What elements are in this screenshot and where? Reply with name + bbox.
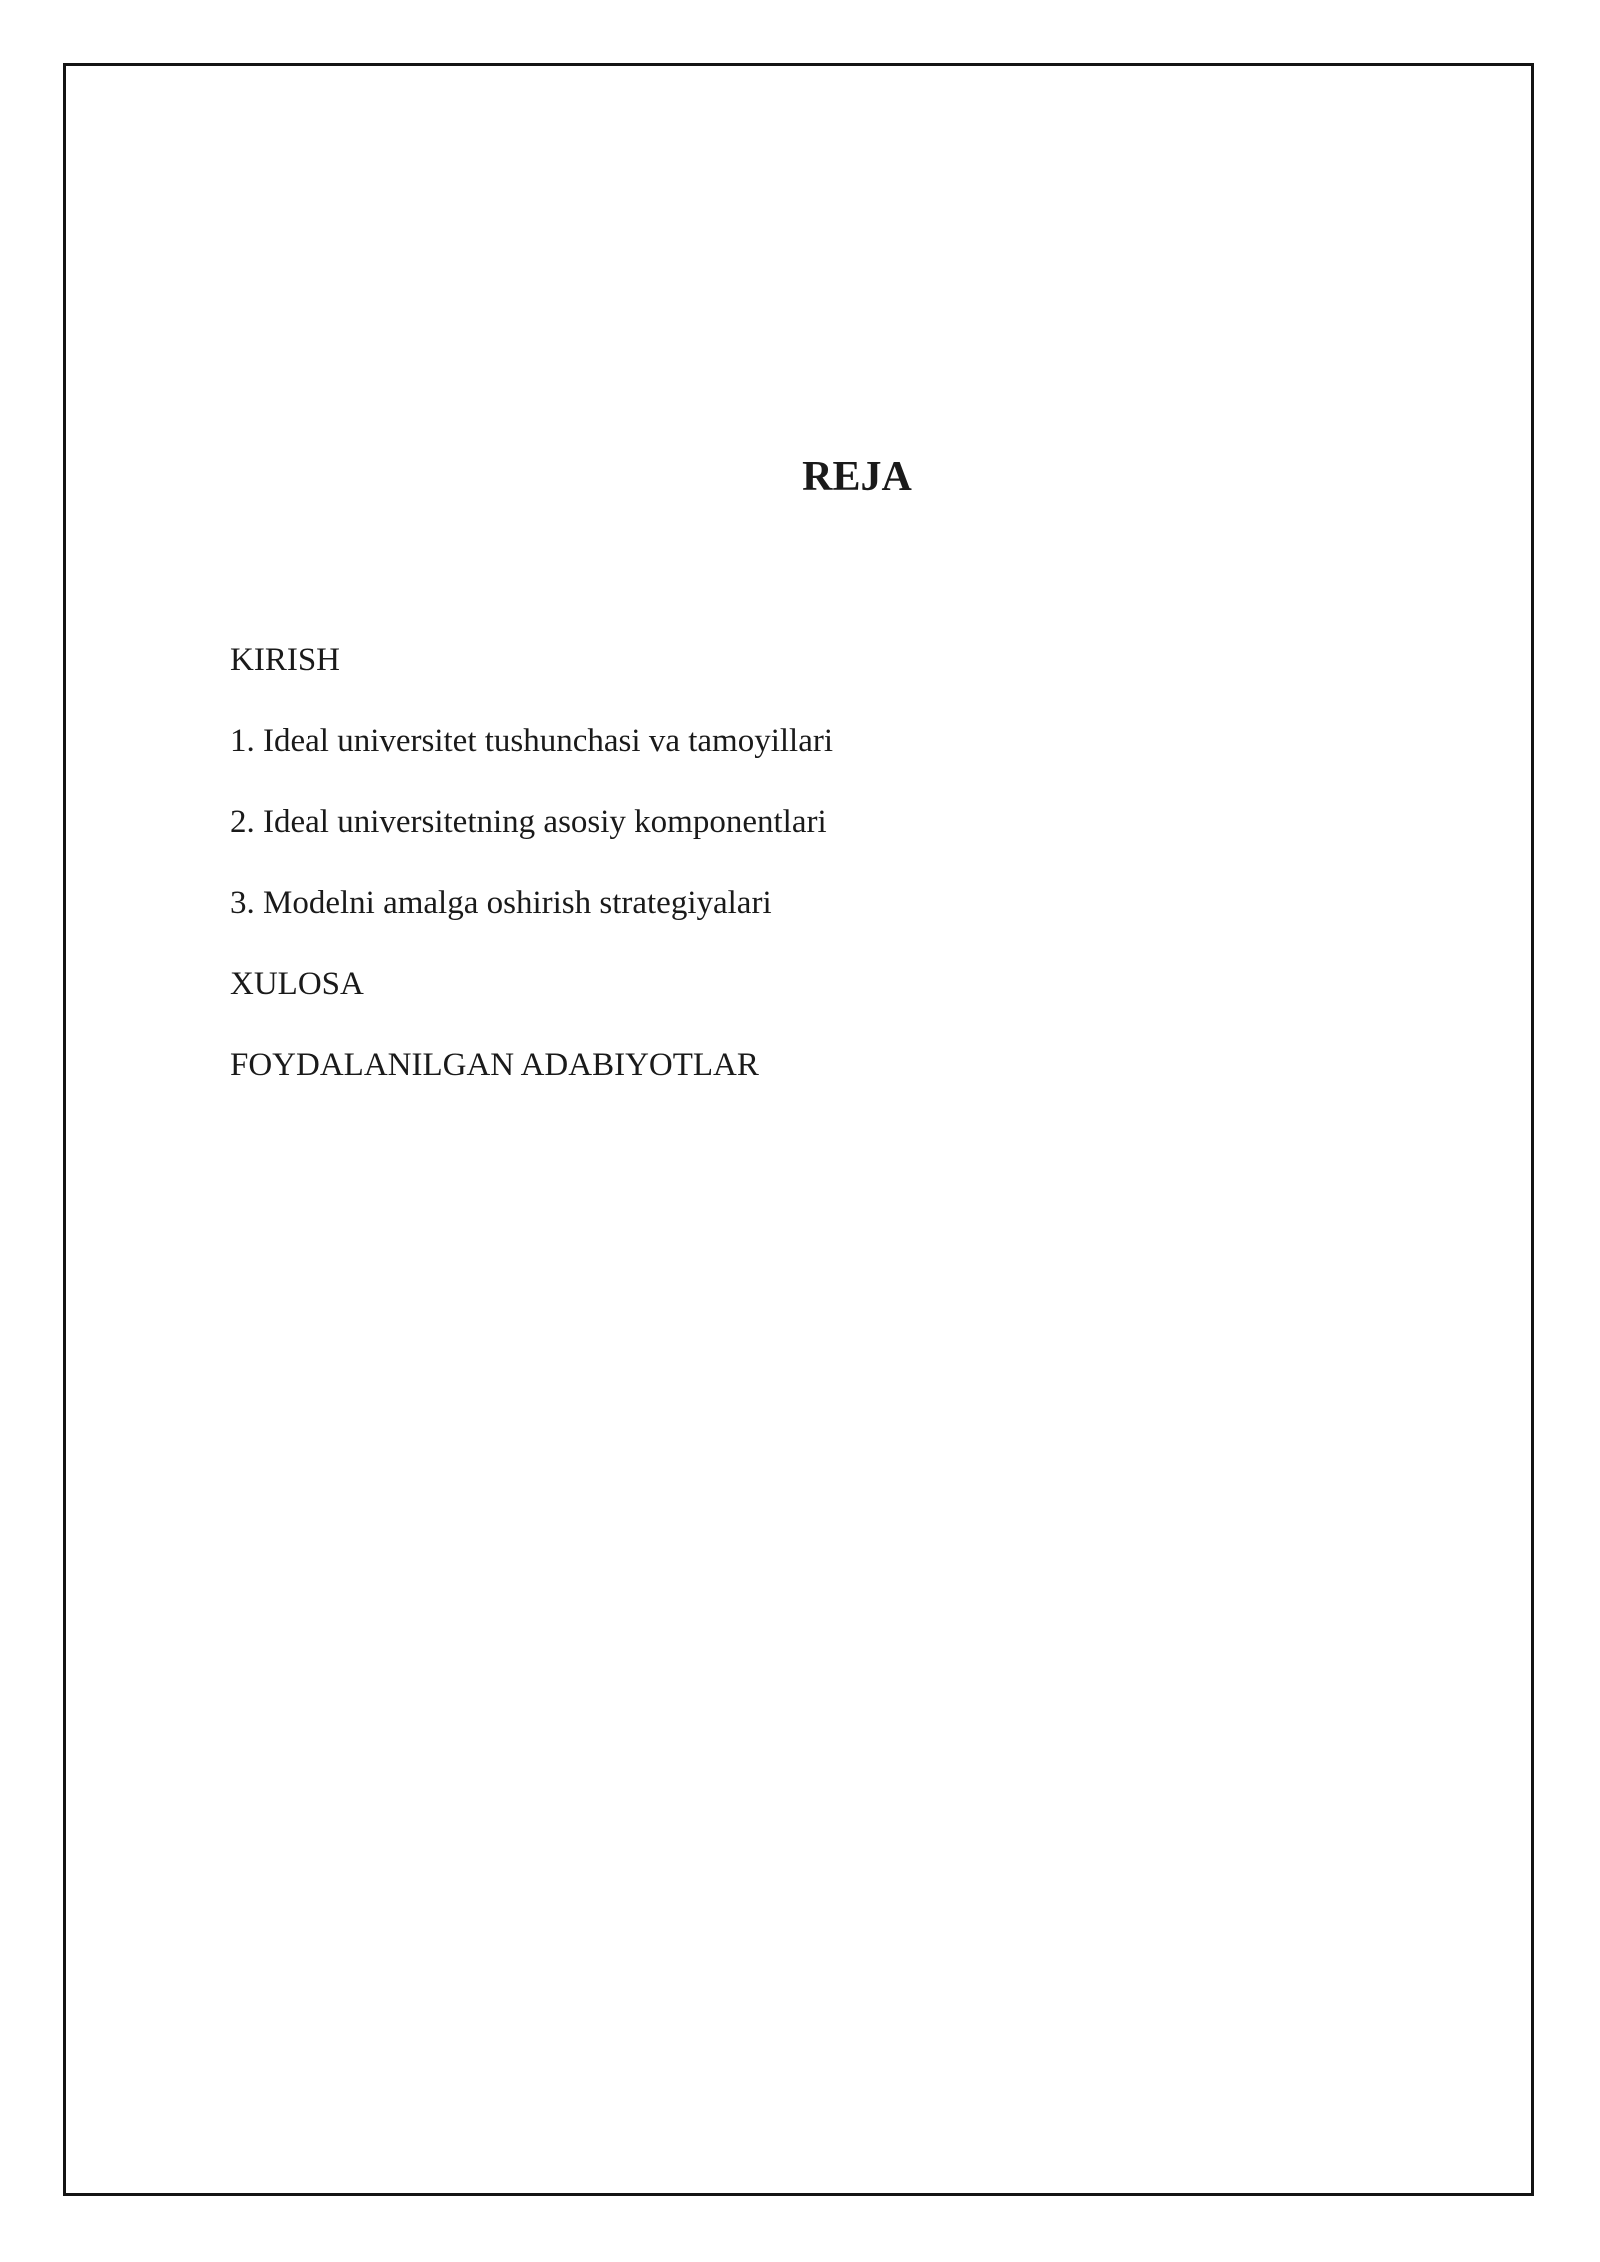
page-border-frame xyxy=(63,63,1534,2196)
document-title: REJA xyxy=(802,454,912,500)
outline-item-2: 2. Ideal universitetning asosiy komponentlari xyxy=(230,804,827,840)
outline-item-xulosa: XULOSA xyxy=(230,966,364,1002)
outline-item-1: 1. Ideal universitet tushunchasi va tamoyillari xyxy=(230,723,834,759)
outline-item-kirish: KIRISH xyxy=(230,642,341,678)
outline-item-adabiyotlar: FOYDALANILGAN ADABIYOTLAR xyxy=(230,1047,759,1083)
outline-item-3: 3. Modelni amalga oshirish strategiyalari xyxy=(230,885,772,921)
